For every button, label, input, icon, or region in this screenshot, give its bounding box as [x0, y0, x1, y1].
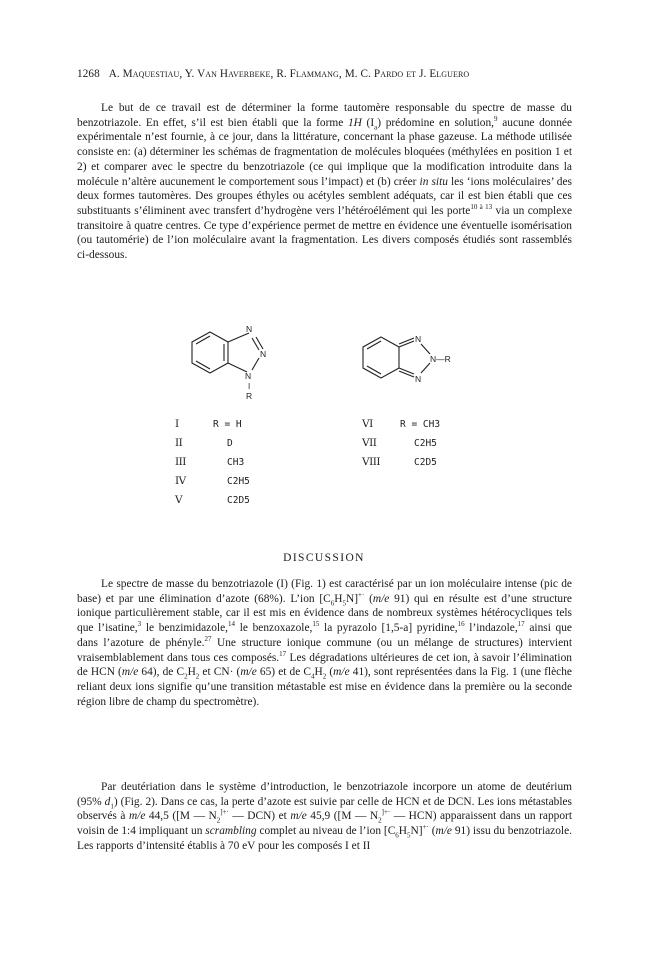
substituent-bond: I [248, 382, 251, 391]
compound-number: III [175, 456, 186, 468]
triazole-ring [228, 333, 263, 372]
citation-ref: 16 [457, 620, 465, 629]
compound-row [175, 418, 250, 437]
nitrogen-label-right: N [260, 349, 267, 359]
compound-number: I [175, 418, 179, 430]
compound-substituent: C2D5 [414, 457, 437, 468]
citation-ref: 27 [204, 635, 212, 644]
compound-row [175, 494, 250, 513]
compound-substituent: C2H5 [414, 438, 437, 449]
compound-number: VI [362, 418, 373, 430]
citation-ref: 17 [517, 620, 525, 629]
compound-row [175, 456, 250, 475]
compound-number: II [175, 437, 183, 449]
running-header [77, 68, 577, 80]
citation-ref: 14 [228, 620, 236, 629]
compound-substituent: D [227, 438, 233, 449]
structure-2-substituted-benzotriazole [357, 330, 497, 390]
citation-ref: 9 [494, 114, 498, 123]
compound-number: V [175, 494, 183, 506]
compound-substituent: C2H5 [227, 476, 250, 487]
page-number: 1268 [77, 68, 100, 80]
compound-number: IV [175, 475, 186, 487]
citation-ref: 3 [137, 620, 142, 629]
compound-substituent: R = CH3 [400, 419, 441, 430]
citation-ref: 10 à 13 [470, 203, 493, 212]
nitrogen-label-bottom: N [245, 371, 252, 381]
compound-substituent: C2D5 [227, 495, 250, 506]
citation-ref: 17 [279, 649, 287, 658]
compound-substituent: CH3 [227, 457, 245, 468]
intro-paragraph: Le but de ce travail est de déterminer la forme tautomère responsable du spectre de masse du benzotriazole. En effet, s’il est bien établi que la forme 1H $(I_a)$ prédomine en solution,$^9$ aucune donnée expérimentale n’est fournie, à ce jour, dans la littérature, concernant la phase gazeuse. La méthode utilisée consiste en: (a) déterminer les schémas de fragmentation de molécules bloquées (méthylées en position 1 et 2) et comparer avec le spectre du benzotriazole (ce qui implique que la modification introduite dans la molécule n’altère aucunement le comportement sous l’impact) et (b) créer in situ les ‘ions moléculaires’ des deux formes tautomères. Des groupes éthyles ou acétyles semblent adéquats, car il est bien établi que ces substituants s’éliminent avec transfert d’hydrogène vers l’hétéroélément qui les porte$^{10 à 13}$ via un complexe transitoire à quatre centres. Ce type d’expérience permet de mettre en évidence une éventuelle isomérisation (ou tautomérie) de l’ion moléculaire avant la fragmentation. Les divers composés étudiés sont rassemblés ci-dessous. [77, 102, 572, 262]
structure-1-substituted-benzotriazole [186, 320, 301, 410]
benzene-ring [192, 332, 228, 373]
compound-row [175, 437, 250, 456]
compound-substituent: R = H [213, 419, 242, 430]
nitrogen-label-top: N [415, 334, 422, 344]
compound-row [362, 456, 440, 475]
compound-row [175, 475, 250, 494]
compound-row [362, 437, 440, 456]
compound-list-right [362, 418, 440, 475]
substituent-r-label: R [246, 391, 253, 401]
discussion-paragraph-2: Par deutériation dans le système d’introduction, le benzotriazole incorpore un atome de deutérium (95% $d_1$) (Fig. 2). Dans ce cas, la perte d’azote est suivie par celle de HCN et de DCN. Les ions métastables observés à m/e 44,5 ([M — $N_2^{]+\cdot}$ — DCN) et m/e 45,9 ([M — $N_2^{]+\cdot}$ — HCN) apparaissent dans un rapport voisin de 1:4 impliquant un scrambling complet au niveau de l’ion $[C_6H_5N]^{+\cdot}$ (m/e 91) issu du benzotriazole. Les rapports d’intensité établis à 70 eV pour les composés I et II [77, 781, 572, 852]
compound-row [362, 418, 440, 437]
citation-ref: 15 [312, 620, 320, 629]
nitrogen-label-bottom: N [415, 374, 422, 384]
section-heading-discussion: DISCUSSION [283, 552, 365, 564]
compound-number: VII [362, 437, 377, 449]
benzene-ring [363, 337, 399, 378]
nitrogen-label-top: N [246, 324, 253, 334]
nitrogen-r-label: N—R [430, 354, 451, 364]
compound-list-left [175, 418, 250, 513]
compound-number: VIII [362, 456, 381, 468]
discussion-paragraph-1: Le spectre de masse du benzotriazole (I) (Fig. 1) est caractérisé par un ion moléculaire intense (pic de base) et par une élimination d’azote (68%). L’ion $[C_6H_5N]^{+\cdot}$ (m/e 91) qui en résulte est d’une structure ionique particulièrement stable, car il est mis en évidence dans de nombreux systèmes hétérocycliques tels que l’isatine,$^3$ le benzimidazole,$^{14}$ le benzoxazole,$^{15}$ la pyrazolo [1,5-a] pyridine,$^{16}$ l’indazole,$^{17}$ ainsi que dans l’azoture de phényle.$^{27}$ Une structure ionique commune (ou un mélange de structures) intervient vraisemblablement dans tous ces composés.$^{17}$ Les dégradations ultérieures de cet ion, à savoir l’élimination de HCN (m/e 64), de $C_2H_2$ et CN· (m/e 65) et de $C_4H_2$ (m/e 41), sont représentées dans la Fig. 1 (une flèche reliant deux ions signifie qu’une transition métastable est mise en évidence dans la première ou la seconde région libre de champ du spectromètre). [77, 578, 572, 708]
author-list: A. Maquestiau, Y. Van Haverbeke, R. Flammang, M. C. Pardo et J. Elguero [108, 68, 470, 80]
